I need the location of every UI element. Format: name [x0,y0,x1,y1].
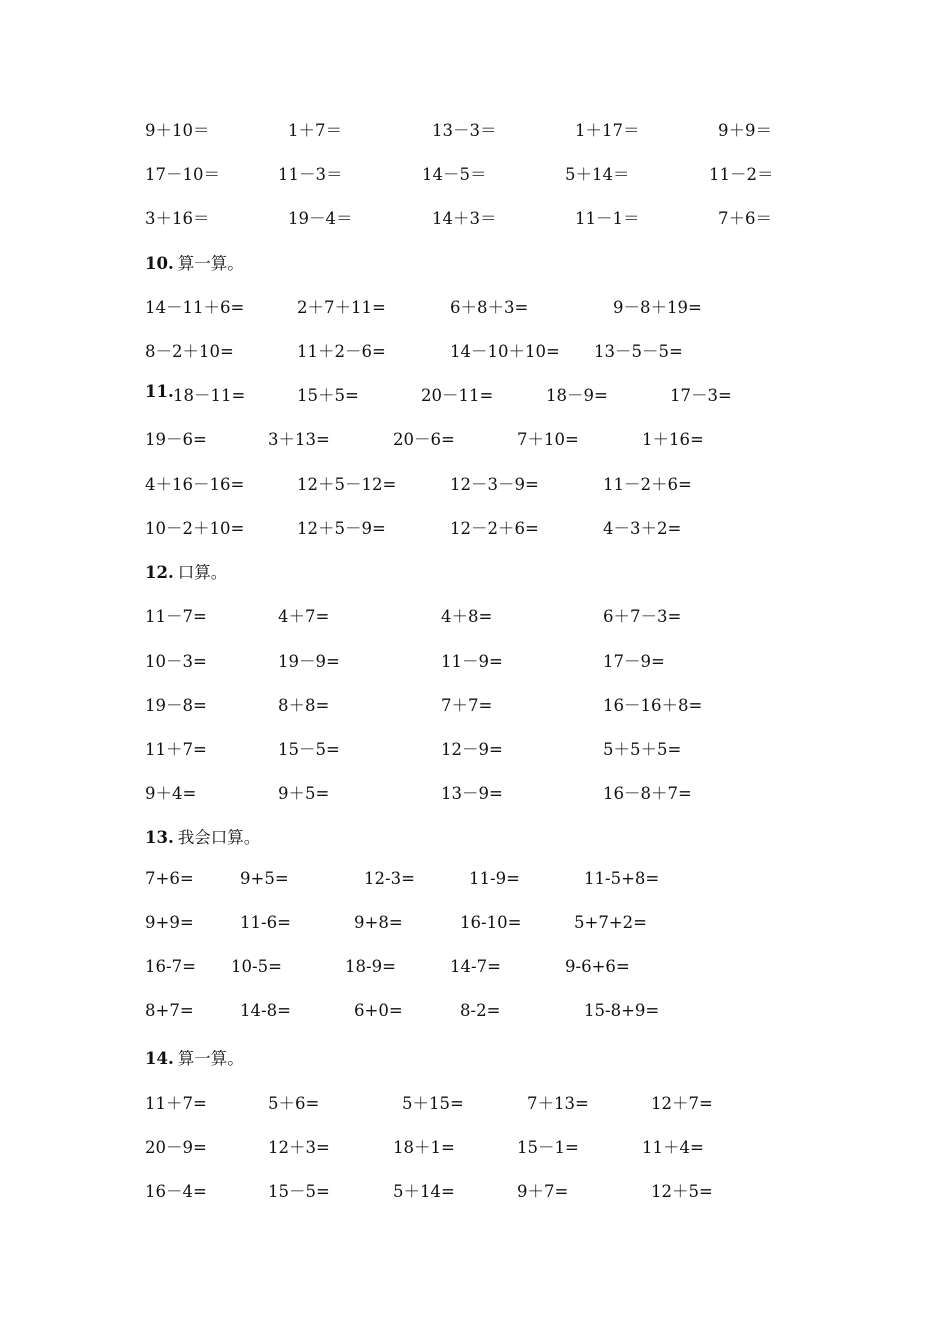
arithmetic-problem: 12＋5－9= [297,519,386,538]
arithmetic-problem: 5＋14＝ [565,165,630,184]
arithmetic-problem: 16-7= [145,957,196,976]
arithmetic-problem: 14＋3＝ [432,209,497,228]
arithmetic-problem: 16－16＋8= [603,696,703,715]
arithmetic-problem: 8+7= [145,1001,194,1020]
arithmetic-problem: 18-9= [345,957,396,976]
arithmetic-problem: 20－11= [421,386,494,405]
arithmetic-problem: 15＋5= [297,386,359,405]
question-title: 算一算。 [177,1049,244,1068]
question-number: 10. [145,254,174,273]
arithmetic-problem: 3＋16＝ [145,209,210,228]
arithmetic-problem: 12－9= [441,740,503,759]
section-heading [145,824,260,848]
arithmetic-problem: 11－9= [441,652,503,671]
arithmetic-problem: 12＋3= [268,1138,330,1157]
arithmetic-problem: 8＋8= [278,696,330,715]
arithmetic-problem: 9＋7= [517,1182,569,1201]
question-number: 14. [145,1049,174,1068]
arithmetic-problem: 1＋16= [642,430,704,449]
arithmetic-problem: 9＋10＝ [145,121,210,140]
arithmetic-problem: 11－1＝ [575,209,640,228]
arithmetic-problem: 5＋14= [393,1182,455,1201]
arithmetic-problem: 9+8= [354,913,403,932]
arithmetic-problem: 15－5= [268,1182,330,1201]
arithmetic-problem: 19－8= [145,696,207,715]
arithmetic-problem: 17－10＝ [145,165,220,184]
arithmetic-problem: 16－4= [145,1182,207,1201]
arithmetic-problem: 6＋8＋3= [450,298,529,317]
arithmetic-problem: 10－2＋10= [145,519,245,538]
arithmetic-problem: 12-3= [364,869,415,888]
arithmetic-problem: 6+0= [354,1001,403,1020]
arithmetic-problem: 17－9= [603,652,665,671]
arithmetic-problem: 9＋4= [145,784,197,803]
arithmetic-problem: 9＋9＝ [718,121,772,140]
arithmetic-problem: 12＋5－12= [297,475,397,494]
arithmetic-problem: 6＋7－3= [603,607,682,626]
arithmetic-problem: 7＋7= [441,696,493,715]
arithmetic-problem: 15－5= [278,740,340,759]
arithmetic-problem: 14-8= [240,1001,291,1020]
arithmetic-problem: 19－4＝ [288,209,353,228]
arithmetic-problem: 14-7= [450,957,501,976]
arithmetic-problem: 1＋7＝ [288,121,342,140]
arithmetic-problem: 11＋2－6= [297,342,386,361]
arithmetic-problem: 4＋8= [441,607,493,626]
section-heading [145,559,227,583]
arithmetic-problem: 11-5+8= [584,869,660,888]
arithmetic-problem: 20－6= [393,430,455,449]
arithmetic-problem: 4＋16－16= [145,475,245,494]
arithmetic-problem: 7＋10= [517,430,579,449]
arithmetic-problem: 11-6= [240,913,291,932]
arithmetic-problem: 9＋5= [278,784,330,803]
arithmetic-problem: 9+9= [145,913,194,932]
arithmetic-problem: 11－2＋6= [603,475,692,494]
arithmetic-problem: 11＋7= [145,740,207,759]
arithmetic-problem: 16－8＋7= [603,784,692,803]
arithmetic-problem: 9+5= [240,869,289,888]
arithmetic-problem: 19－6= [145,430,207,449]
arithmetic-problem: 13－5－5= [594,342,683,361]
arithmetic-problem: 12－2＋6= [450,519,539,538]
arithmetic-problem: 19－9= [278,652,340,671]
arithmetic-problem: 16-10= [460,913,522,932]
arithmetic-problem: 7＋6＝ [718,209,772,228]
arithmetic-problem: 8－2＋10= [145,342,234,361]
arithmetic-problem: 10－3= [145,652,207,671]
arithmetic-problem: 4＋7= [278,607,330,626]
arithmetic-problem: 10-5= [231,957,282,976]
arithmetic-problem: 5＋15= [402,1094,464,1113]
arithmetic-problem: 9-6+6= [565,957,630,976]
arithmetic-problem: 2＋7＋11= [297,298,386,317]
arithmetic-problem: 11-9= [469,869,520,888]
arithmetic-problem: 9－8＋19= [613,298,702,317]
arithmetic-problem: 20－9= [145,1138,207,1157]
arithmetic-problem: 11＋7= [145,1094,207,1113]
arithmetic-problem: 8-2= [460,1001,501,1020]
section-heading [145,1045,244,1069]
section-heading [145,250,244,274]
arithmetic-problem: 3＋13= [268,430,330,449]
arithmetic-problem: 4－3＋2= [603,519,682,538]
arithmetic-problem: 5+7+2= [574,913,647,932]
arithmetic-problem: 1＋17＝ [575,121,640,140]
question-number: 12. [145,563,174,582]
arithmetic-problem: 13－3＝ [432,121,497,140]
arithmetic-problem: 12＋7= [651,1094,713,1113]
arithmetic-problem: 14－5＝ [422,165,487,184]
arithmetic-problem: 14－11＋6= [145,298,245,317]
arithmetic-problem: 11－2＝ [709,165,774,184]
arithmetic-problem: 18－11= [173,386,246,405]
arithmetic-problem: 5＋6= [268,1094,320,1113]
arithmetic-problem: 13－9= [441,784,503,803]
arithmetic-problem: 17－3= [670,386,732,405]
arithmetic-problem: 15-8+9= [584,1001,660,1020]
arithmetic-problem: 15－1= [517,1138,579,1157]
arithmetic-problem: 7+6= [145,869,194,888]
arithmetic-problem: 14－10＋10= [450,342,560,361]
arithmetic-problem: 11－3＝ [278,165,343,184]
arithmetic-problem: 12＋5= [651,1182,713,1201]
question-title: 我会口算。 [177,828,261,847]
arithmetic-problem: 18＋1= [393,1138,455,1157]
question-number: 11. [145,382,174,401]
question-number: 13. [145,828,174,847]
arithmetic-problem: 5＋5＋5= [603,740,682,759]
arithmetic-problem: 7＋13= [527,1094,589,1113]
arithmetic-problem: 11－7= [145,607,207,626]
question-title: 口算。 [177,563,228,582]
arithmetic-problem: 18－9= [546,386,608,405]
arithmetic-problem: 12－3－9= [450,475,539,494]
arithmetic-problem: 11＋4= [642,1138,704,1157]
question-title: 算一算。 [177,254,244,273]
